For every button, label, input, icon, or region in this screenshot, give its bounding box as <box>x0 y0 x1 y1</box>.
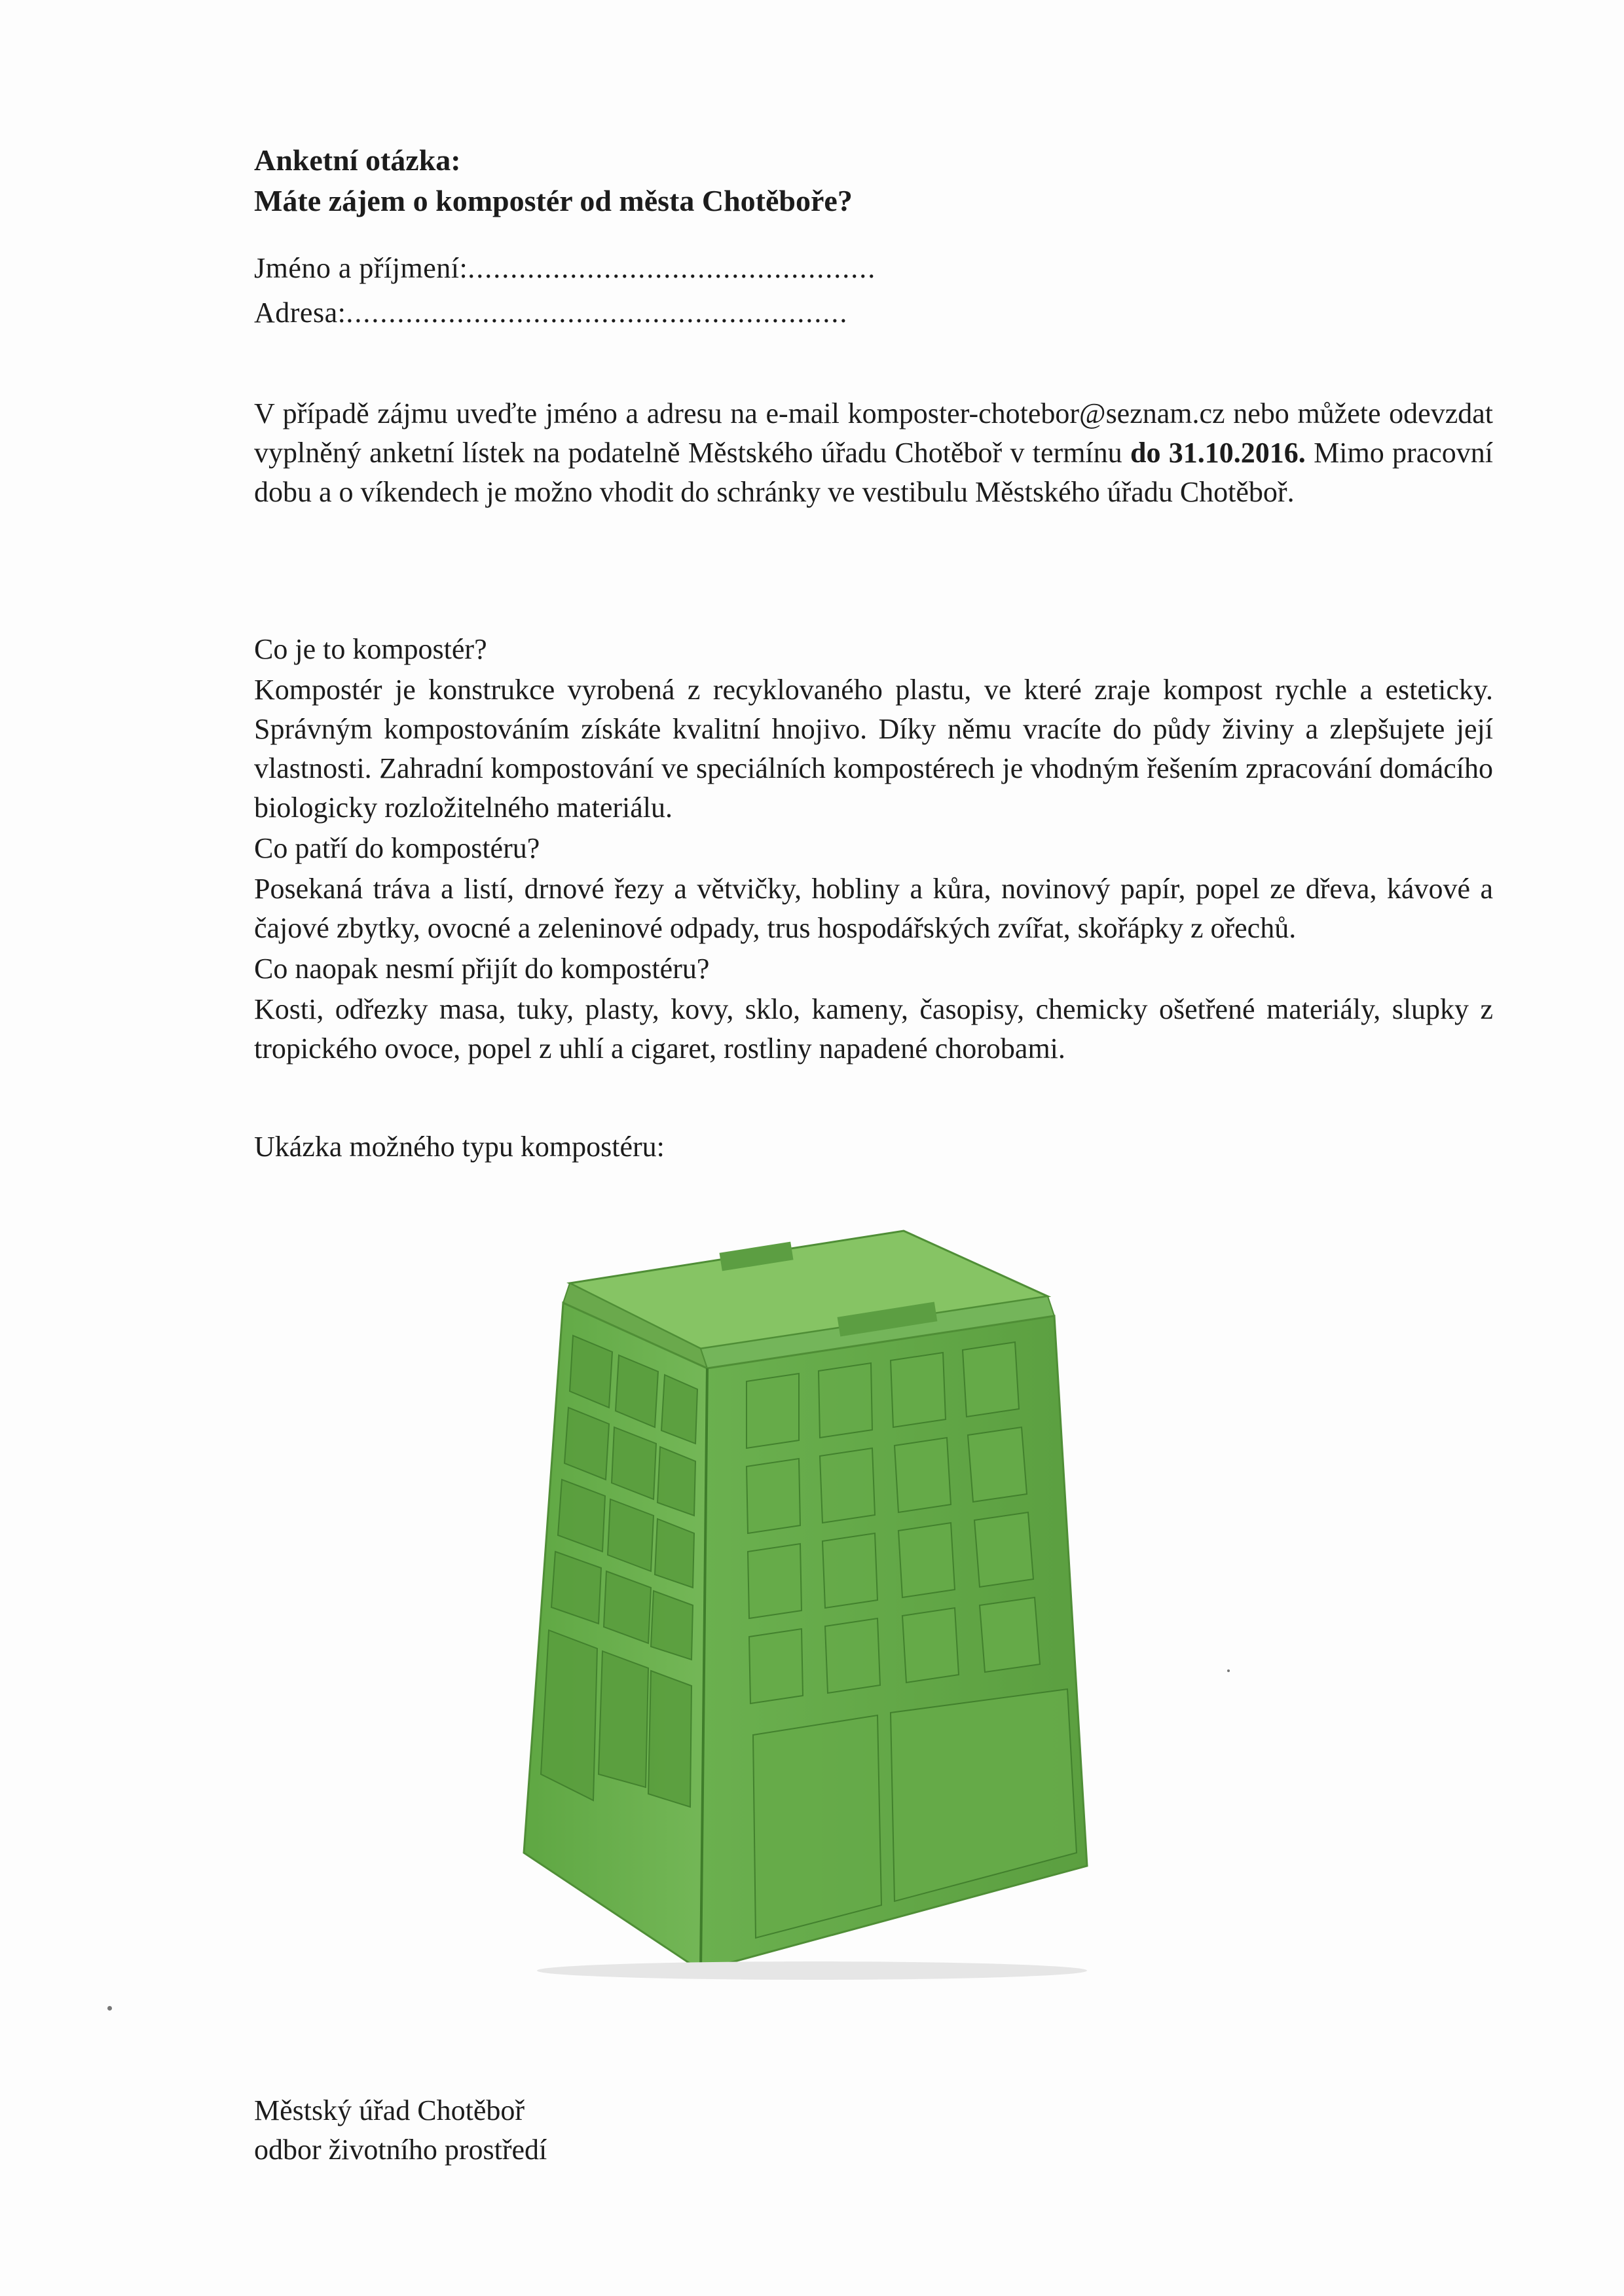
green-compost-bin-icon <box>485 1211 1139 1984</box>
issuer-signature <box>254 2091 1493 2170</box>
address-label: Adresa: <box>254 297 346 329</box>
name-label: Jméno a příjmení: <box>254 252 468 284</box>
address-fill-line: ........................................................... <box>346 297 849 329</box>
deadline-text: do 31.10.2016. <box>1130 437 1306 469</box>
name-field-row <box>254 246 1493 291</box>
contact-form <box>254 246 1493 335</box>
question-what-not: Co naopak nesmí přijít do kompostéru? <box>254 953 710 985</box>
compost-info <box>254 629 1493 1068</box>
scan-speck <box>107 2006 112 2011</box>
heading-line-1: Anketní otázka: <box>254 143 461 177</box>
instructions-text-after: Mimo pracovní dobu a o víkendech je možno vhodit do schránky ve vestibulu Městského úřadu Chotěboř. <box>254 437 1493 508</box>
answer-what-not: Kosti, odřezky masa, tuky, plasty, kovy, sklo, kameny, časopisy, chemicky ošetřené materiály, slupky z tropického ovoce, popel z uhlí a cigaret, rostliny napadené chorobami. <box>254 993 1493 1065</box>
instructions-text-before: V případě zájmu uveďte jméno a adresu na e-mail komposter-chotebor@seznam.cz nebo můžete odevzdat vyplněný anketní lístek na podatelně Městského úřadu Chotěboř v termínu <box>254 397 1493 469</box>
answer-what-belongs: Posekaná tráva a listí, drnové řezy a větvičky, hobliny a kůra, novinový papír, popel ze dřeva, kávové a čajové zbytky, ovocné a zeleninové odpady, trus hospodářských zvířat, skořápky z ořechů. <box>254 873 1493 944</box>
answer-what-is: Kompostér je konstrukce vyrobená z recyklovaného plastu, ve které zraje kompost rychle a esteticky. Správným kompostováním získáte kvalitní hnojivo. Díky němu vracíte do půdy živiny a zlepšujete její vlastnosti. Zahradní kompostování ve speciálních kompostérech je vhodným řešením zpracování domácího biologicky rozložitelného materiálu. <box>254 674 1493 824</box>
survey-heading <box>254 140 1493 221</box>
question-what-belongs: Co patří do kompostéru? <box>254 832 540 864</box>
heading-line-2: Máte zájem o kompostér od města Chotěboře? <box>254 184 853 217</box>
scan-speck <box>1227 1669 1230 1672</box>
question-what-is: Co je to kompostér? <box>254 633 487 665</box>
issuer-department: odbor životního prostředí <box>254 2134 547 2166</box>
instructions-paragraph <box>254 394 1493 512</box>
address-field-row <box>254 291 1493 335</box>
name-fill-line: ................................................ <box>468 252 877 284</box>
illustration-caption: Ukázka možného typu kompostéru: <box>254 1131 665 1163</box>
issuer-office: Městský úřad Chotěboř <box>254 2094 525 2126</box>
